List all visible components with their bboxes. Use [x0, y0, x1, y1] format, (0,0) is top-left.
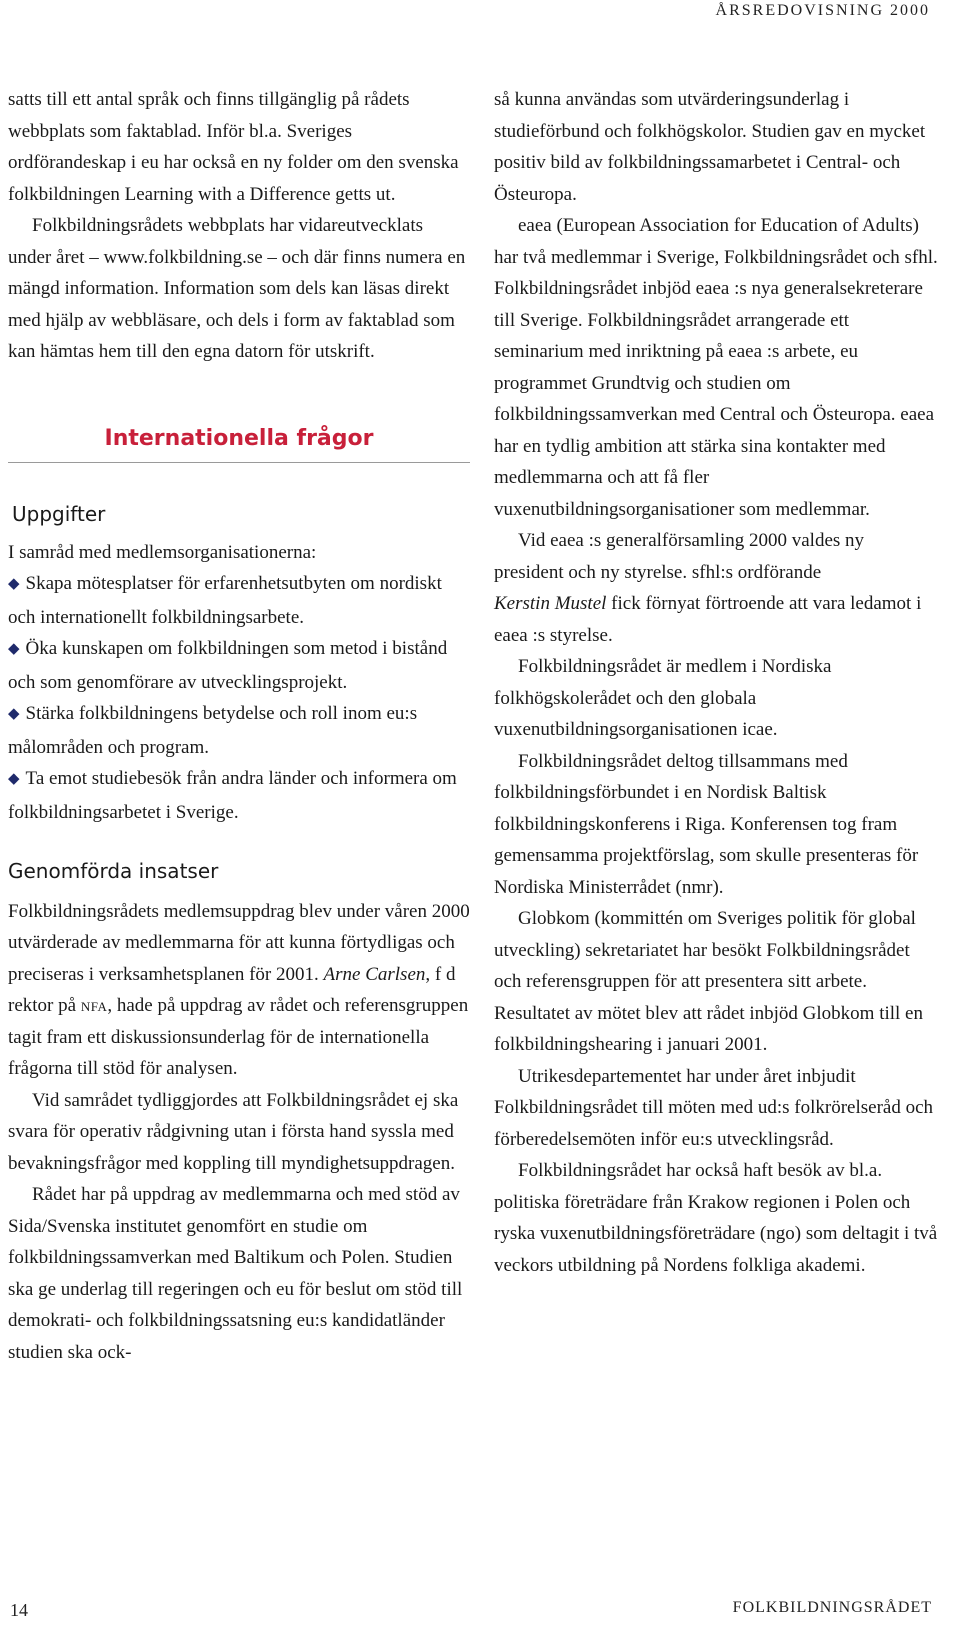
- paragraph-krakow: Folkbildningsrådet har också haft besök av bl.a. politiska företrädare från Krakow regionen i Polen och ryska vuxenutbildningsföreträdare (ngo) som deltagit i två veckors utbildning på Nordens folkliga akademi.: [494, 1160, 938, 1276]
- bullet-item-3: [8, 698, 470, 763]
- bullet-text: Öka kunskapen om folkbildningen som metod i bistånd och som genomförare av utvecklingsprojekt.: [8, 638, 448, 693]
- bullet-text: Skapa mötesplatser för erfarenhetsutbyten om nordiskt och internationellt folkbildningsarbete.: [8, 573, 442, 628]
- left-column: [8, 84, 470, 1368]
- uppgifter-intro: I samråd med medlemsorganisationerna:: [8, 541, 317, 563]
- bullet-item-1: [8, 568, 470, 633]
- bullet-item-4: [8, 763, 470, 828]
- paragraph-globkom: Globkom (kommittén om Sveriges politik för global utveckling) sekretariatet har besökt Folkbildningsrådet och referensgruppen för att presentera sitt arbete. Resultatet av mötet blev att rådet inbjöd Globkom till en folkbildningshearing i januari 2001.: [494, 908, 923, 1055]
- paragraph-samradet: Vid samrådet tydliggjordes att Folkbildningsrådet ej ska svara för operativ rådgivning utan i första hand syssla med bevakningsfrågor med koppling till myndighetsuppdragen.: [8, 1089, 459, 1174]
- paragraph-riga: Folkbildningsrådet deltog tillsammans med folkbildningsförbundet i en Nordisk Baltisk folkbildningskonferens i Riga. Konferensen tog fram gemensamma projektförslag, som skulle presenteras för Nordiska Ministerrådet (nmr).: [494, 750, 919, 898]
- paragraph-website: Folkbildningsrådets webbplats har vidareutvecklats under året – www.folkbildning.se – och där finns numera en mängd information. Information som dels kan läsas direkt med hjälp av webbläsare, och dels i form av faktablad som kan hämtas hem till den egna datorn för utskrift.: [8, 215, 466, 362]
- paragraph-baltikum-study: Rådet har på uppdrag av medlemmarna och med stöd av Sida/Svenska institutet genomfört en studie om folkbildningssamverkan med Baltikum och Polen. Studien ska ge underlag till regeringen och eu för beslut om stöd till demokrati- och folkbildningssatsning eu:s kandidatländer studien ska ock-: [8, 1184, 463, 1363]
- subheading-uppgifter: Uppgifter: [12, 502, 106, 526]
- paragraph-evaluation: [8, 896, 470, 1085]
- text-run: , hade på uppdrag av rådet och referensgruppen tagit fram ett diskussionsunderlag för de internationella frågorna till stöd för analysen.: [8, 995, 469, 1079]
- paragraph-intro-continued: satts till ett antal språk och finns tillgänglig på rådets webbplats som faktablad. Inför bl.a. Sveriges ordförandeskap i eu har också en ny folder om den svenska folkbildningen Learning with a Difference getts ut.: [8, 89, 459, 205]
- person-name: Kerstin Mustel: [494, 593, 607, 614]
- footer-organization: FOLKBILDNINGSRÅDET: [732, 1599, 932, 1616]
- diamond-bullet-icon: ◆: [8, 771, 20, 787]
- paragraph-eaea: eaea (European Association for Education of Adults) har två medlemmar i Sverige, Folkbildningsrådet och sfhl. Folkbildningsrådet inbjöd eaea :s nya generalsekreterare till Sverige. Folkbildningsrådet arrangerade ett seminarium med inriktning på eaea :s arbete, eu programmet Grundtvig och studien om folkbildningssamverkan med Central och Östeuropa. eaea har en tydlig ambition att stärka sina kontakter med medlemmarna och att få fler vuxenutbildningsorganisationer som medlemmar.: [494, 215, 938, 520]
- paragraph-utrikesdepartementet: Utrikesdepartementet har under året inbjudit Folkbildningsrådet till möten med ud:s folkrörelseråd och förberedelsemöten inför eu:s utvecklingsråd.: [494, 1065, 934, 1150]
- subheading-genomforda-insatser: Genomförda insatser: [8, 859, 219, 883]
- paragraph-eaea-assembly: [494, 525, 938, 651]
- text-run: Folkbildningsrådets medlemsuppdrag blev under våren 2000 utvärderade av medlemmarna för att kunna förtydligas och preciseras i verksamhetsplanen för 2001.: [8, 900, 470, 985]
- right-column: [494, 84, 938, 1281]
- text-run: Vid eaea :s generalförsamling 2000 valdes ny president och ny styrelse. sfhl:s ordförande: [494, 530, 865, 583]
- page-number: 14: [10, 1600, 28, 1620]
- diamond-bullet-icon: ◆: [8, 576, 20, 592]
- diamond-bullet-icon: ◆: [8, 641, 20, 657]
- paragraph-nordiska: Folkbildningsrådet är medlem i Nordiska folkhögskolerådet och den globala vuxenutbildningsorganisationen icae.: [494, 656, 832, 740]
- bullet-text: Ta emot studiebesök från andra länder och informera om folkbildningsarbetet i Sverige.: [8, 768, 457, 823]
- abbreviation: nfa: [80, 995, 108, 1016]
- bullet-item-2: [8, 633, 470, 698]
- text-run: fick förnyat förtroende att vara ledamot i eaea :s styrelse.: [494, 593, 922, 646]
- paragraph-study-continued: så kunna användas som utvärderingsunderlag i studieförbund och folkhögskolor. Studien gav en mycket positiv bild av folkbildningssamarbetet i Central- och Östeuropa.: [494, 89, 926, 205]
- person-name: Arne Carlsen: [323, 963, 426, 985]
- bullet-text: Stärka folkbildningens betydelse och roll inom eu:s målområden och program.: [8, 703, 418, 758]
- running-head: ÅRSREDOVISNING 2000: [715, 2, 930, 19]
- text-run: , f d rektor på: [8, 963, 456, 1016]
- section-title-internationella-fragor: Internationella frågor: [8, 423, 470, 464]
- diamond-bullet-icon: ◆: [8, 706, 20, 722]
